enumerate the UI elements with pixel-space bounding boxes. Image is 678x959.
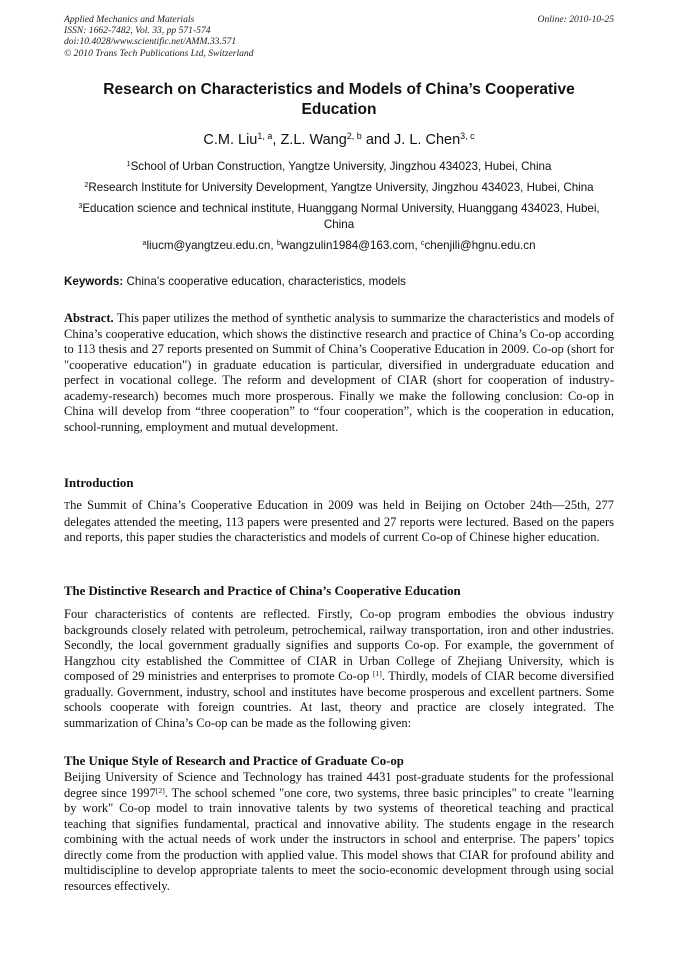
introduction-heading: Introduction [64,476,134,490]
section-paragraph [64,607,614,731]
keywords [64,275,614,288]
introduction-paragraph [64,498,614,546]
journal-name: Applied Mechanics and Materials [64,14,195,25]
affiliation-text: Education science and technical institute, Huanggang Normal University, Huanggang 434023, Hubei, China [82,202,600,231]
affiliation-number: 1 [126,159,131,169]
affiliation-text: Research Institute for University Development, Yangtze University, Jingzhou 434023, Hubei, China [88,181,594,194]
online-date: Online: 2010-10-25 [537,14,614,25]
email-separator: , [414,239,421,252]
abstract-label: Abstract. [64,311,114,325]
paragraph-text: . Thirdly, models of CIAR become diversified gradually. Government, industry, school and institutes have become prosperous and excellent partners. Some schools cooperate with foreign countries. At last, theory and practice are closely integrated. The summarization of China’s Co-op can be made as the following given: [64,669,614,730]
email-sup: a [142,238,147,248]
keywords-text: China’s cooperative education, characteristics, models [126,275,406,288]
email-sup: b [276,238,281,248]
paragraph-text: Beijing University of Science and Technology has trained 4431 post-graduate students for the professional degree since 1997 [64,770,614,800]
author-name: C.M. Liu [203,132,258,148]
issn-line: ISSN: 1662-7482, Vol. 33, pp 571-574 [64,25,211,37]
email-line [64,238,614,254]
affiliation-2 [60,180,618,196]
section-heading: The Distinctive Research and Practice of China’s Cooperative Education [64,584,461,598]
paper-title: Research on Characteristics and Models of China’s Cooperative Education [103,81,575,118]
affiliation-number: 2 [84,180,89,190]
author-list [64,131,614,149]
affiliation-number: 3 [78,201,83,211]
email-link[interactable]: wangzulin1984@163.com [280,239,415,252]
citation-ref[interactable]: [2] [155,785,165,795]
abstract [64,311,614,435]
author-name: Z.L. Wang [280,132,347,148]
paragraph-text: . The school schemed "one core, two systems, three basic principles" to create "learning by work" Co-op model to train innovative talents by two systems of theoretical teaching and practical teaching that signifies fundamental, practical and innovative ability. The students engage in the research combining with the actual needs of work under the instructors in school and enterprise. The papers’ topics directly come from the production with applied value. This model shows that CIAR for profound ability and multidiscipline to develop appropriate talents to meet the socio-economic development through using social resources effectively. [64,785,614,893]
email-separator: , [270,239,277,252]
affiliation-text: School of Urban Construction, Yangtze University, Jingzhou 434023, Hubei, China [130,160,552,173]
author-affil-sup: 2, b [346,131,362,142]
subsection-paragraph [64,770,614,894]
author-name: J. L. Chen [394,132,461,148]
author-separator: and [361,132,395,148]
introduction-text: he Summit of China’s Cooperative Education in 2009 was held in Beijing on October 24th—25th, 277 delegates attended the meeting, 113 papers were presented and 27 reports were lectured. Based on the papers and reports, this paper studies the characteristics and models of current Co-op of Chinese higher education. [64,498,614,544]
author-separator: , [272,132,281,148]
running-header [64,14,614,59]
drop-letter: T [64,501,71,512]
affiliation-1 [64,159,614,175]
paragraph-text: Four characteristics of contents are reflected. Firstly, Co-op program embodies the obvious industry backgrounds closely related with petroleum, petrochemical, railway transportation, iron and other industries. Secondly, the local government gradually signifies and supports Co-op. For example, the government of Hangzhou city established the Committee of CIAR in Urban College of Zhejiang University, which is composed of 29 ministries and enterprises to promote Co-op [64,607,614,683]
author-affil-sup: 1, a [257,131,273,142]
keywords-label: Keywords: [64,275,124,288]
author-affil-sup: 3, c [460,131,475,142]
email-link[interactable]: liucm@yangtzeu.edu.cn [146,239,271,252]
subsection-heading: The Unique Style of Research and Practice of Graduate Co-op [64,754,404,768]
email-sup: c [420,238,425,248]
abstract-text: This paper utilizes the method of synthetic analysis to summarize the characteristics and models of China’s cooperative education, which shows the distinctive research and practice of China’s Co-op according to 113 thesis and 27 reports presented on Summit of China’s Cooperative Education in 2009. Co-op (short for "cooperative education") in graduate education is particular, diversified in undergraduate education and perfect in vocational college. The reform and development of CIAR (short for cooperation of industry-academy-research) becomes much more prosperous. Finally we make the following conclusion: Co-op in China will develop from “three cooperation” to “four cooperation”, which is the cooperation in education, school-running, employment and mutual development. [64,311,614,434]
doi-line: doi:10.4028/www.scientific.net/AMM.33.571 [64,36,237,48]
email-link[interactable]: chenjili@hgnu.edu.cn [424,239,536,252]
copyright-line: © 2010 Trans Tech Publications Ltd, Switzerland [64,47,254,59]
affiliation-3 [70,201,608,232]
citation-ref[interactable]: [1] [372,668,382,678]
